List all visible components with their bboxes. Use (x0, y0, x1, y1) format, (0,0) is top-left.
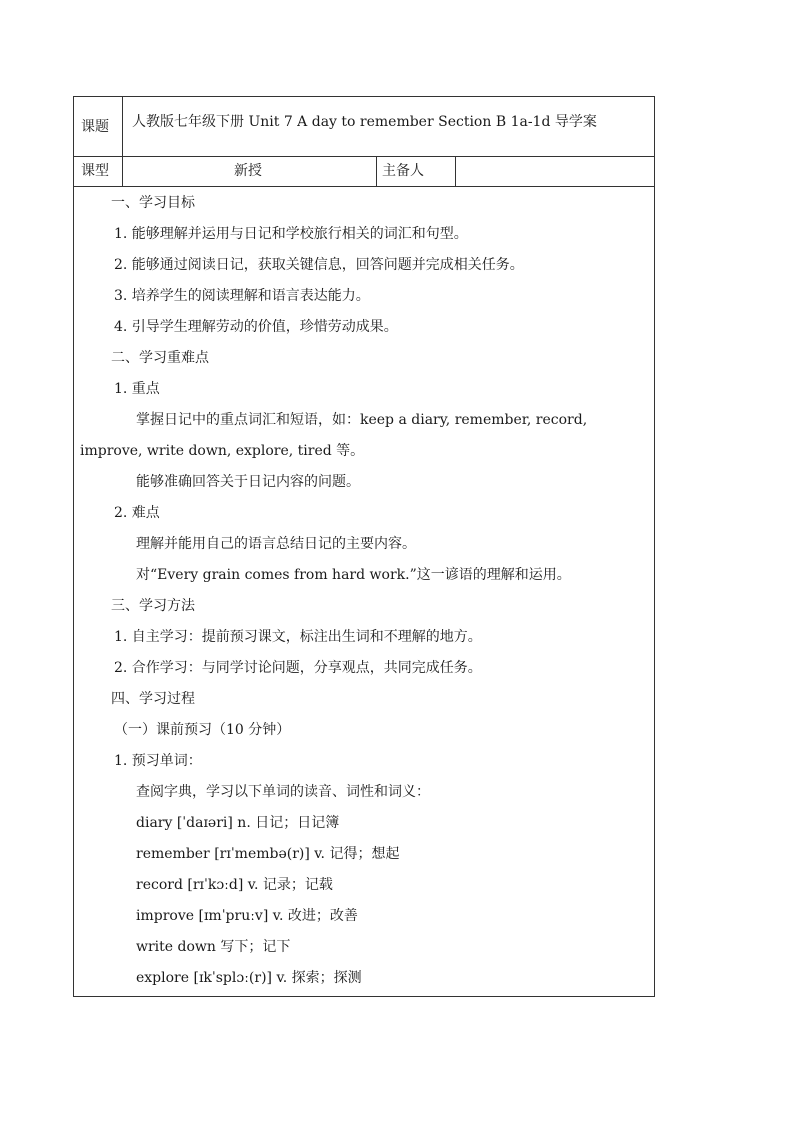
vocab-entry: write down 写下；记下 (136, 939, 291, 955)
type-value: 新授 (234, 163, 262, 179)
section-heading-goals: 一、学习目标 (111, 195, 195, 211)
row-divider (74, 186, 654, 187)
lesson-plan-table (73, 96, 655, 997)
vocab-entry: remember [rɪˈmembə(r)] v. 记得；想起 (136, 846, 400, 862)
row-divider (74, 156, 654, 157)
section-heading-process: 四、学习过程 (111, 691, 195, 707)
focus-text: 掌握日记中的重点词汇和短语，如：keep a diary, remember, record, (136, 412, 588, 428)
column-divider (122, 97, 123, 186)
difficulty-text: 对“Every grain comes from hard work.”这一谚语的理解和运用。 (136, 567, 571, 583)
topic-label: 课题 (81, 119, 109, 135)
goal-item: 3. 培养学生的阅读理解和语言表达能力。 (114, 288, 370, 304)
column-divider (376, 156, 377, 186)
method-item: 1. 自主学习：提前预习课文，标注出生词和不理解的地方。 (114, 629, 482, 645)
author-label: 主备人 (382, 163, 424, 179)
focus-text: 能够准确回答关于日记内容的问题。 (136, 474, 360, 490)
subheading-preview: （一）课前预习（10 分钟） (114, 722, 291, 738)
section-heading-methods: 三、学习方法 (111, 598, 195, 614)
column-divider (455, 156, 456, 186)
preview-instruction: 查阅字典，学习以下单词的读音、词性和词义： (136, 784, 430, 800)
section-heading-keypoints: 二、学习重难点 (111, 350, 209, 366)
vocab-entry: diary [ˈdaɪəri] n. 日记；日记簿 (136, 815, 340, 831)
subheading-difficulty: 2. 难点 (114, 505, 160, 521)
method-item: 2. 合作学习：与同学讨论问题，分享观点，共同完成任务。 (114, 660, 482, 676)
topic-value: 人教版七年级下册 Unit 7 A day to remember Section B 1a-1d 导学案 (132, 114, 597, 130)
difficulty-text: 理解并能用自己的语言总结日记的主要内容。 (136, 536, 416, 552)
goal-item: 2. 能够通过阅读日记，获取关键信息，回答问题并完成相关任务。 (114, 257, 524, 273)
focus-text-continued: improve, write down, explore, tired 等。 (80, 443, 365, 459)
type-label: 课型 (81, 163, 109, 179)
preview-step: 1. 预习单词： (114, 753, 202, 769)
vocab-entry: explore [ɪkˈsplɔː(r)] v. 探索；探测 (136, 970, 362, 986)
vocab-entry: improve [ɪmˈpruːv] v. 改进；改善 (136, 908, 358, 924)
vocab-entry: record [rɪˈkɔːd] v. 记录；记载 (136, 877, 333, 893)
goal-item: 4. 引导学生理解劳动的价值，珍惜劳动成果。 (114, 319, 398, 335)
subheading-focus: 1. 重点 (114, 381, 160, 397)
goal-item: 1. 能够理解并运用与日记和学校旅行相关的词汇和句型。 (114, 226, 468, 242)
